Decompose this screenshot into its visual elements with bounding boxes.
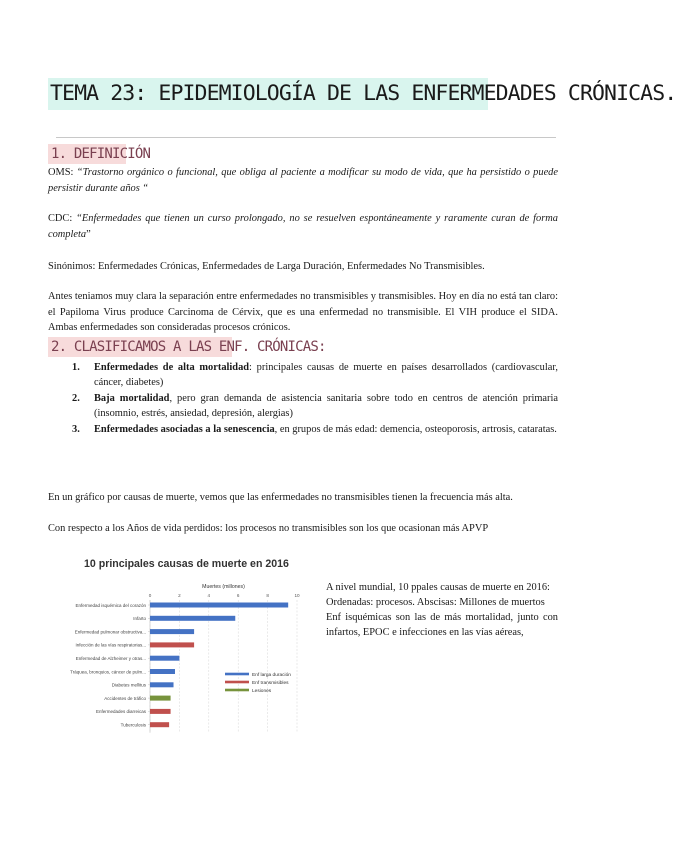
category-label: Infección de las vías respiratorias...	[75, 642, 146, 648]
legend-swatch	[225, 673, 249, 676]
cdc-definition	[48, 211, 558, 242]
apvp-paragraph: Con respecto a los Años de vida perdidos: los procesos no transmisibles son los que ocasionan más APVP	[48, 523, 489, 534]
section-heading-definicion: 1. DEFINICIÓN	[48, 144, 126, 164]
x-tick-label: 10	[294, 593, 300, 598]
side-note-2: Ordenadas: procesos. Abscisas: Millones de muertos	[326, 597, 545, 608]
title-divider	[56, 137, 556, 138]
bar	[150, 682, 174, 687]
category-label: Enfermedad pulmonar obstructiva...	[74, 629, 146, 635]
list-item-text: , en grupos de más edad: demencia, osteoporosis, artrosis, cataratas.	[274, 423, 557, 435]
classification-list	[48, 360, 558, 438]
category-label: Enfermedad isquémica del corazón	[75, 602, 146, 608]
side-note-3: Enf isquémicas son las de más mortalidad, junto con infartos, EPOC e infecciones en las vías aéreas,	[326, 612, 558, 638]
bar-chart	[40, 570, 320, 770]
sinonimos-paragraph: Sinónimos: Enfermedades Crónicas, Enfermedades de Larga Duración, Enfermedades No Transmisibles.	[48, 261, 485, 272]
x-axis-title: Muertes (millones)	[202, 584, 245, 590]
bar	[150, 616, 235, 621]
list-item-term: Enfermedades de alta mortalidad	[94, 362, 250, 373]
list-item-text: : principales causas de muerte en países desarrollados (cardiovascular, cáncer, diabetes)	[94, 362, 558, 389]
oms-prefix: OMS:	[48, 167, 77, 178]
legend-label: Enf transmisibles	[252, 680, 289, 686]
category-label: Enfermedades diarreicas	[95, 709, 146, 715]
x-tick-label: 0	[148, 593, 152, 598]
category-label: Tuberculosis	[120, 722, 146, 728]
cdc-suffix: ”	[86, 228, 91, 240]
grafico-paragraph: En un gráfico por causas de muerte, vemos que las enfermedades no transmisibles tienen la frecuencia más alta.	[48, 492, 513, 503]
category-label: Accidentes de tráfico	[104, 695, 146, 701]
list-item-number: 3.	[72, 423, 80, 435]
x-tick-label: 6	[236, 593, 240, 598]
list-item-term: Baja mortalidad	[94, 392, 170, 404]
bar	[150, 629, 194, 634]
list-item	[48, 360, 558, 390]
bar	[150, 642, 194, 647]
oms-quote: “Trastorno orgánico o funcional, que obliga al paciente a modificar su modo de vida, que ha persistido o puede persistir durante años “	[48, 167, 558, 194]
bar	[150, 696, 171, 701]
cdc-quote: “Enfermedades que tienen un curso prolongado, no se resuelven espontáneamente y raramente curan de forma completa	[48, 213, 558, 240]
bar	[150, 722, 169, 727]
category-label: Tráquea, bronquios, cáncer de pulm...	[70, 669, 146, 675]
side-note-1: A nivel mundial, 10 ppales causas de muerte en 2016:	[326, 582, 550, 593]
category-label: Infarto	[133, 616, 146, 622]
chart-title: 10 principales causas de muerte en 2016	[84, 558, 289, 570]
x-tick-label: 2	[178, 593, 181, 598]
list-item-number: 1.	[72, 362, 80, 373]
x-tick-label: 8	[266, 593, 269, 598]
x-tick-label: 4	[207, 593, 211, 598]
category-label: Enfermedad de Alzheimer y otras...	[75, 656, 146, 661]
list-item	[48, 391, 558, 421]
list-item-term: Enfermedades asociadas a la senescencia	[94, 423, 275, 435]
list-item-text: , pero gran demanda de asistencia sanitaria sobre todo en centros de atención primaria (insomnio, estrés, ansiedad, depresión, alergias)	[94, 392, 558, 420]
legend-swatch	[225, 689, 249, 692]
antes-paragraph: Antes teniamos muy clara la separación entre enfermedades no transmisibles y transmisibles. Hoy en día no está tan claro: el Papiloma Virus produce Carcinoma de Cérvix, que es una enfermedad no transmisible. El VIH produce el SIDA. Ambas enfermedades son consideradas procesos crónicos.	[48, 291, 558, 333]
list-item	[48, 422, 558, 437]
legend-label: Lesiones	[252, 688, 272, 694]
cdc-prefix: CDC:	[48, 213, 77, 224]
bar	[150, 709, 171, 714]
list-item-number: 2.	[72, 392, 80, 404]
section-heading-clasificacion: 2. CLASIFICAMOS A LAS ENF. CRÓNICAS:	[48, 337, 232, 357]
side-notes	[326, 580, 558, 640]
bar	[150, 656, 179, 661]
category-label: Diabetes mellitus	[111, 682, 146, 688]
oms-definition	[48, 165, 558, 196]
bar	[150, 603, 288, 608]
legend-swatch	[225, 681, 249, 684]
legend-label: Enf larga duración	[252, 672, 291, 678]
bar	[150, 669, 175, 674]
document-title: TEMA 23: EPIDEMIOLOGÍA DE LAS ENFERMEDADES CRÓNICAS.	[48, 78, 488, 110]
